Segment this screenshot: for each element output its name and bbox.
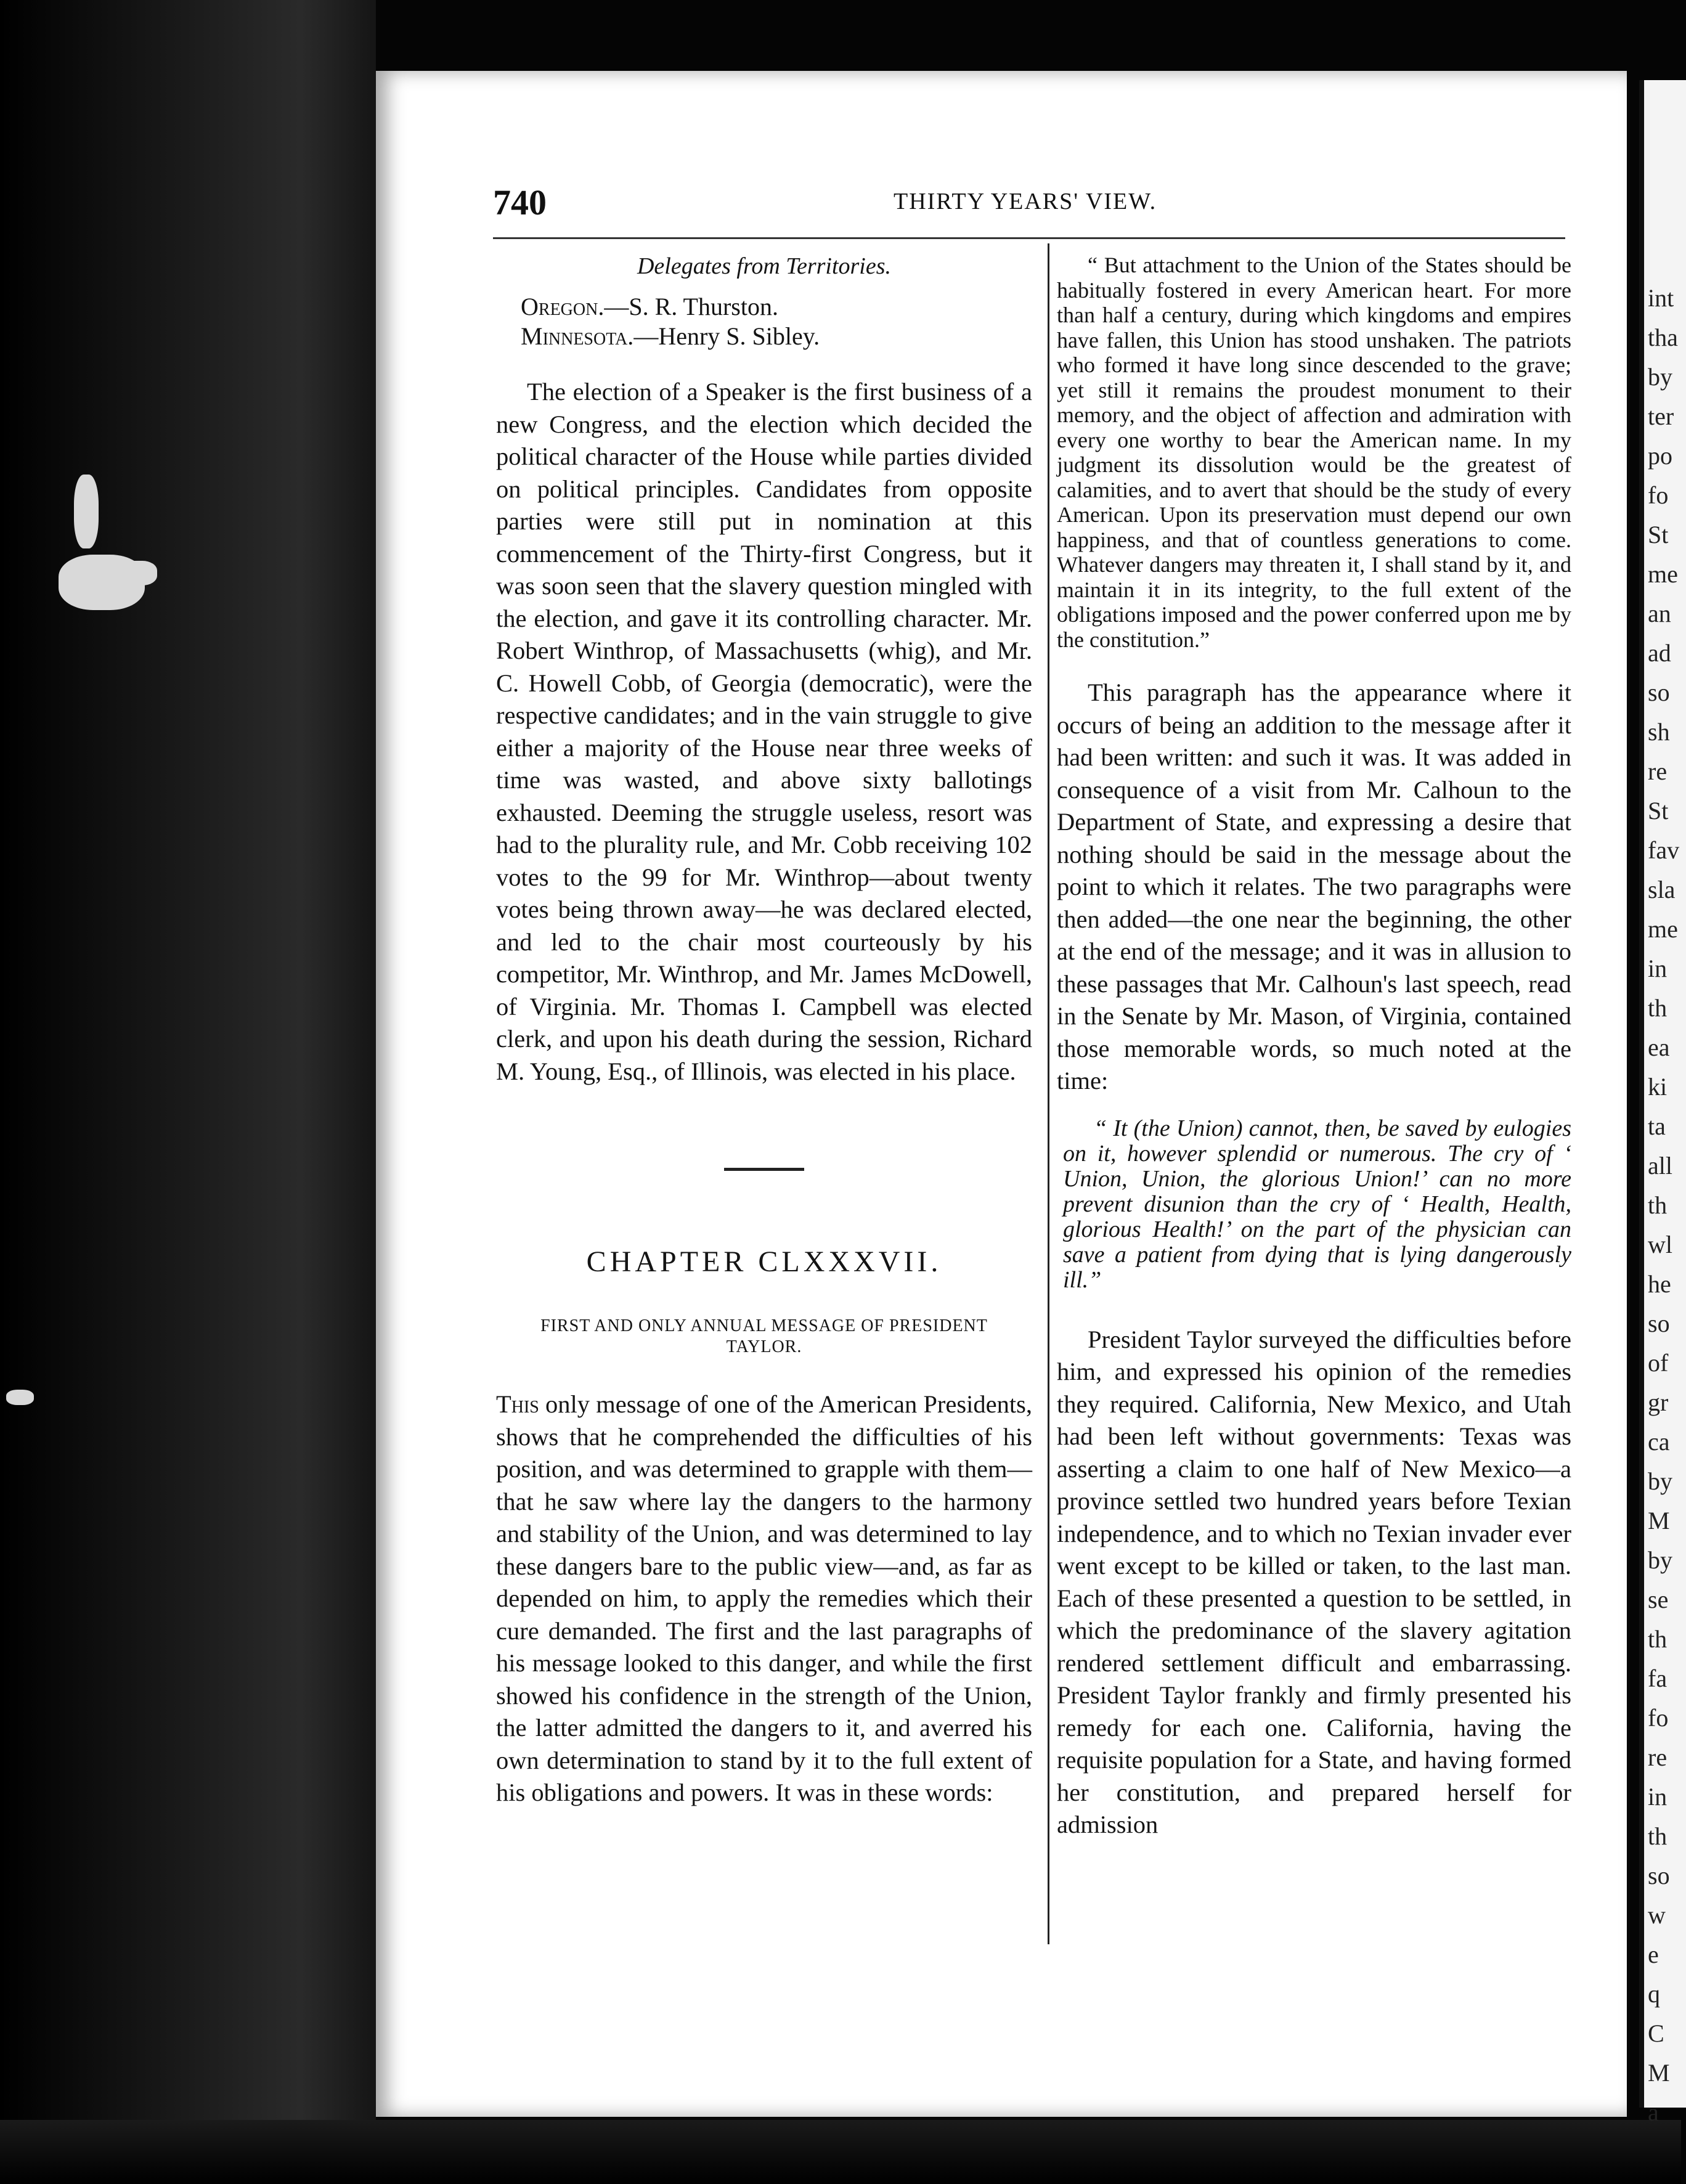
adjacent-page-fragment: in: [1648, 955, 1668, 982]
section-divider-rule: [724, 1168, 804, 1171]
microfilm-border-left: [0, 0, 376, 2184]
running-head: [493, 182, 1565, 231]
adjacent-page-fragment: int: [1648, 284, 1674, 312]
chapter-title: CHAPTER CLXXXVII.: [586, 1245, 942, 1278]
paragraph-taylor-difficulties: President Taylor surveyed the difficulties before him, and expressed his opinion of the remedies they required. California, New Mexico, and Utah had been left without governments: Texas was asserting a claim to one half of New Mexico—a province settled two hundred years before Texian independence, and to which no Texian invader ever went except to be killed or taken, to the last man. Each of these presented a question to be settled, in which the predominance of the slavery agitation rendered settlement difficult and embarrassing. President Taylor frankly and firmly presented his remedy for each one. California, having the requisite population for a State, and having formed her constitution, and prepared herself for admission: [1057, 1325, 1571, 1838]
adjacent-page-fragment: me: [1648, 915, 1678, 943]
adjacent-page-fragment: fo: [1648, 1704, 1669, 1732]
adjacent-page-fragment: ki: [1648, 1073, 1668, 1101]
delegate-state: Oregon.: [521, 293, 605, 320]
adjacent-page-fragment: C: [1648, 2019, 1664, 2047]
adjacent-page-fragment: wl: [1648, 1231, 1672, 1258]
delegate-name: —S. R. Thurston.: [604, 293, 778, 320]
adjacent-page-fragment: sla: [1648, 876, 1676, 903]
delegate-name: —Henry S. Sibley.: [633, 322, 820, 350]
column-divider: [1048, 243, 1049, 1944]
adjacent-page-fragment: re: [1648, 757, 1668, 785]
adjacent-page-fragment: an: [1648, 600, 1671, 627]
header-rule: [493, 237, 1565, 239]
adjacent-page-fragment: fav: [1648, 836, 1680, 864]
adjacent-page-fragment: so: [1648, 1862, 1670, 1889]
left-column: [496, 253, 1032, 1809]
adjacent-page-fragment: ea: [1648, 1033, 1670, 1061]
adjacent-page-fragment: tha: [1648, 324, 1678, 351]
adjacent-page-fragment: sh: [1648, 718, 1670, 746]
adjacent-page-fragment: th: [1648, 1822, 1668, 1850]
chapter-subtitle: FIRST AND ONLY ANNUAL MESSAGE OF PRESIDENT TAYLOR.: [540, 1316, 988, 1356]
adjacent-page-fragment: q: [1648, 1980, 1660, 2008]
adjacent-page-fragment: re: [1648, 1743, 1668, 1771]
adjacent-page-fragment: th: [1648, 1191, 1668, 1219]
running-title: THIRTY YEARS' VIEW.: [894, 189, 1157, 214]
adjacent-page-fragment: so: [1648, 678, 1670, 706]
adjacent-page-fragment: ter: [1648, 402, 1674, 430]
film-blemish: [74, 475, 99, 548]
adjacent-page-fragment: fo: [1648, 481, 1669, 509]
adjacent-page-fragment: by: [1648, 363, 1672, 391]
delegate-state: Minnesota.: [521, 322, 634, 350]
adjacent-page-fragment: St: [1648, 797, 1669, 825]
section-heading: Delegates from Territories.: [637, 253, 892, 279]
microfilm-border-bottom: [0, 2120, 1681, 2184]
film-blemish: [120, 561, 157, 585]
lead-word: This: [496, 1390, 539, 1418]
adjacent-page-fragment: by: [1648, 1546, 1672, 1574]
adjacent-page-fragment: me: [1648, 560, 1678, 588]
paragraph-calhoun-visit: This paragraph has the appearance where it occurs of being an addition to the message after it had been written: and such it was. It was added in consequence of a visit from Mr. Calhoun to the Department of State, and expressing a desire that nothing should be said in the message about the point to which it relates. The two paragraphs were then added—the one near the beginning, the other at the end of the message; and it was in allusion to these passages that Mr. Calhoun's last speech, read in the Senate by Mr. Mason, of Virginia, contained those memorable words, so much noted at the time:: [1057, 678, 1571, 1094]
page-number: 740: [493, 182, 547, 222]
adjacent-page-fragment: th: [1648, 994, 1668, 1022]
adjacent-page-fragment: po: [1648, 442, 1672, 470]
adjacent-page-fragment: all: [1648, 1152, 1672, 1180]
adjacent-page-edge: [1639, 80, 1686, 2126]
adjacent-page-fragment: gr: [1648, 1388, 1669, 1416]
quote-union-attachment: “ But attachment to the Union of the States should be habitually fostered in every American heart. For more than half a century, during which kingdoms and empires have fallen, this Union has stood unshaken. The patriots who formed it have long since descended to the grave; yet still it remains the proudest monument to their memory, and the object of affection and admiration with every one worthy to bear the American name. In my judgment its dissolution would be the greatest of calamities, and to avert that should be the study of every American. Upon its preservation must depend our own happiness, and that of countless generations to come. Whatever dangers may threaten it, I shall stand by it, and maintain it in its integrity, to the full extent of the obligations imposed and the power conferred upon me by the constitution.”: [1057, 253, 1571, 652]
adjacent-page-fragment: w: [1648, 1901, 1666, 1929]
adjacent-page-fragment: M: [1648, 2059, 1670, 2087]
adjacent-page-fragment: of: [1648, 1349, 1669, 1377]
adjacent-page-fragment: so: [1648, 1310, 1670, 1337]
adjacent-page-fragment: ca: [1648, 1428, 1670, 1456]
adjacent-page-fragment: ta: [1648, 1112, 1666, 1140]
right-column: [1057, 253, 1571, 1841]
adjacent-page-fragment: fa: [1648, 1664, 1668, 1692]
paragraph-body: only message of one of the American Presidents, shows that he comprehended the difficulties of his position, and was determined to grapple with them—that he saw where lay the dangers to the harmony and stability of the Union, and was determined to lay these dangers bare to the public view—and, as far as depended on him, to apply the remedies which their cure demanded. The first and the last paragraphs of his message looked to this danger, and while the first showed his confidence in the strength of the Union, the latter admitted the dangers to it, and averred his own determination to stand by it to the full extent of his obligations and powers. It was in these words:: [496, 1390, 1032, 1806]
adjacent-page-fragment: ad: [1648, 639, 1671, 667]
adjacent-page-fragment: by: [1648, 1467, 1672, 1495]
paragraph-message-intro: [496, 1388, 1032, 1809]
delegate-line: [496, 322, 1032, 351]
adjacent-page-fragment: St: [1648, 521, 1669, 548]
adjacent-page-fragment: e: [1648, 1941, 1659, 1968]
quote-calhoun-speech: “ It (the Union) cannot, then, be saved by eulogies on it, however splendid or numerous. The cry of ‘ Union, Union, the glorious Union!’ can no more prevent disunion than the cry of ‘ Health, Health, glorious Health!’ on the part of the physician can save a patient from dying that is lying dangerously ill.”: [1063, 1115, 1571, 1293]
paragraph-speaker-election: The election of a Speaker is the first business of a new Congress, and the election which decided the political character of the House while parties divided on political principles. Candidates from opposite parties were still put in nomination at this commencement of the Thirty-first Congress, but it was soon seen that the slavery question mingled with the election, and gave it its controlling character. Mr. Robert Winthrop, of Massachusetts (whig), and Mr. C. Howell Cobb, of Georgia (democratic), were the respective candidates; and in the vain struggle to give either a majority of the House near three weeks of time was wasted, and above sixty ballotings exhausted. Deeming the struggle useless, resort was had to the plurality rule, and Mr. Cobb receiving 102 votes to the 99 for Mr. Winthrop—about twenty votes being thrown away—he was declared elected, and led to the chair most courteously by his competitor, Mr. Winthrop, and Mr. James McDowell, of Virginia. Mr. Thomas I. Campbell was elected clerk, and upon his death during the session, Richard M. Young, Esq., of Illinois, was elected in his place.: [496, 378, 1032, 1085]
adjacent-page-fragment: M: [1648, 1507, 1670, 1534]
delegate-line: [496, 292, 1032, 322]
adjacent-page-fragment: th: [1648, 1625, 1668, 1653]
film-blemish: [6, 1390, 34, 1405]
adjacent-page-fragment: he: [1648, 1270, 1671, 1298]
adjacent-page-fragment: a: [1648, 2098, 1659, 2126]
adjacent-page-fragment: in: [1648, 1783, 1668, 1811]
adjacent-page-fragment: se: [1648, 1586, 1669, 1613]
